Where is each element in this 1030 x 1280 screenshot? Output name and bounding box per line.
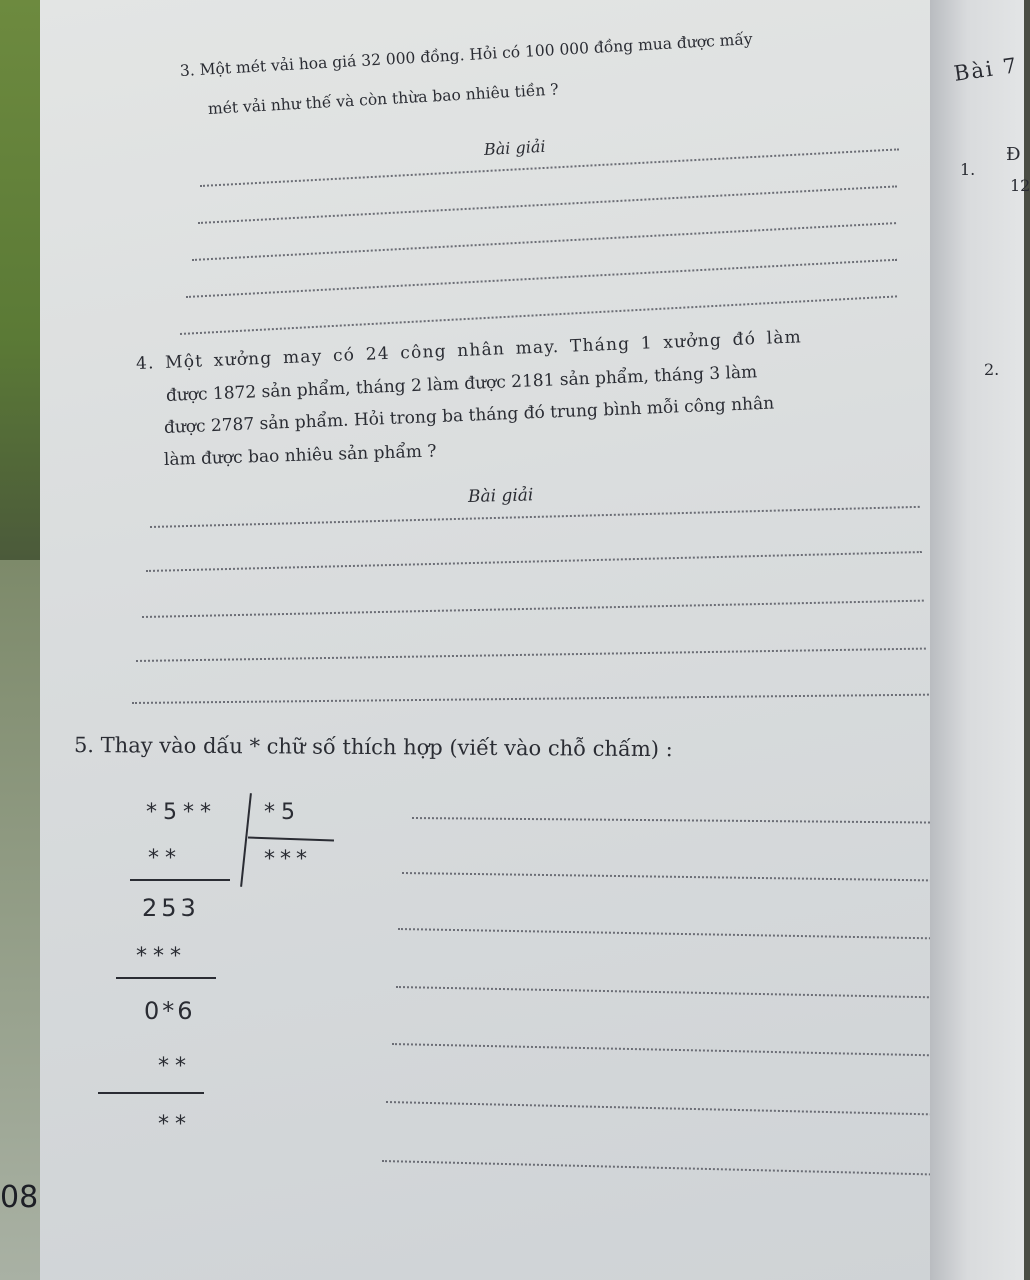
answer-line [396,986,952,999]
answer-line [150,506,920,528]
right-page-heading: Bài 7 [952,53,1020,86]
problem-3-line-1: 3. Một mét vải hoa giá 32 000 đồng. Hỏi có 100 000 đồng mua được mấy [179,30,754,80]
quotient: *** [264,847,312,872]
answer-line [142,600,924,618]
answer-line [198,185,897,224]
right-page-item-1: 1. [960,160,976,179]
answer-line [186,259,897,298]
answer-line [382,1160,962,1176]
step-2-subtrahend: *** [136,944,187,969]
right-page [930,0,1030,1280]
step-1-rule [130,879,230,881]
problem-5-title: 5. Thay vào dấu * chữ số thích hợp (viết vào chỗ chấm) : [73,733,673,762]
step-1-subtrahend: ** [148,846,182,871]
right-page-item-1-word: Đ [1006,144,1021,165]
problem-3-solution-label: Bài giải [483,136,546,159]
workbook-page [40,0,980,1280]
step-3-rule [98,1092,204,1094]
answer-line [402,872,948,882]
problem-4-solution-label: Bài giải [467,485,534,507]
answer-line [192,222,896,261]
problem-4-line-4: làm được bao nhiêu sản phẩm ? [163,441,437,470]
division-vertical-bar [240,793,252,887]
problem-4-line-3: được 2787 sản phẩm. Hỏi trong ba tháng đó trung bình mỗi công nhân [163,393,775,438]
answer-line [392,1043,956,1057]
step-3-remainder: ** [158,1112,192,1137]
dividend: *5** [146,800,217,825]
right-page-item-1-number: 12 [1010,176,1030,195]
answer-line [132,694,932,704]
step-1-remainder: 253 [142,894,200,922]
problem-4-line-2: được 1872 sản phẩm, tháng 2 làm được 2181 sản phẩm, tháng 3 làm [165,362,758,406]
step-3-subtrahend: ** [158,1054,192,1079]
problem-3-line-2: mét vải như thế và còn thừa bao nhiêu tiền ? [207,80,560,118]
step-2-rule [116,977,216,979]
problem-4-line-1: 4. Một xưởng may có 24 công nhân may. Tháng 1 xưởng đó làm [135,327,803,374]
divisor-underline [248,836,334,841]
step-2-remainder: 0*6 [144,997,196,1025]
right-page-item-2: 2. [984,360,1000,379]
answer-line [398,928,950,940]
answer-line [136,648,926,662]
answer-line [412,817,942,824]
answer-line [200,148,899,187]
answer-line [386,1101,960,1116]
page-number: 08 [0,1180,39,1215]
answer-line [146,551,922,572]
divisor: *5 [264,800,301,825]
